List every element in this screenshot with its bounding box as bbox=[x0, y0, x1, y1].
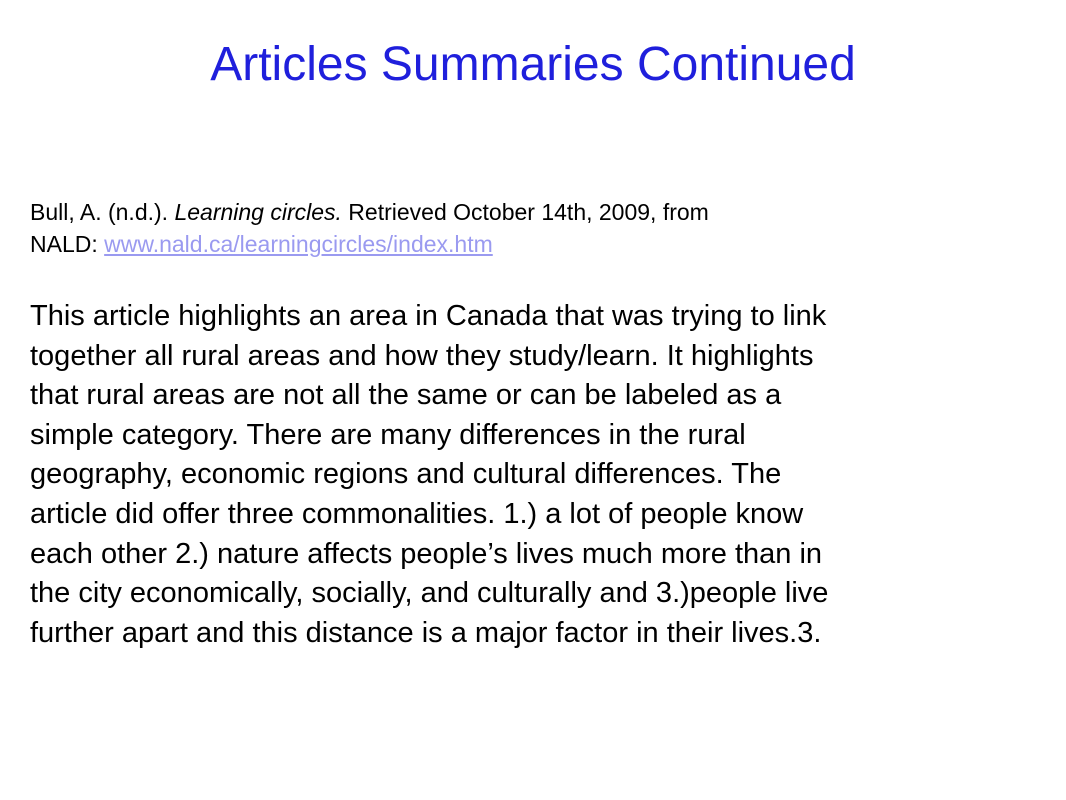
citation-source-prefix: NALD: bbox=[30, 231, 105, 257]
summary-line: further apart and this distance is a major factor in their lives.3. bbox=[30, 616, 822, 649]
citation bbox=[30, 196, 1040, 260]
summary-line: geography, economic regions and cultural differences. The bbox=[30, 458, 782, 491]
slide-title: Articles Summaries Continued bbox=[210, 38, 856, 91]
summary-paragraph bbox=[30, 297, 1040, 653]
citation-link[interactable]: www.nald.ca/learningcircles/index.htm bbox=[104, 231, 493, 257]
citation-work-title: Learning circles. bbox=[174, 199, 342, 225]
summary-line: each other 2.) nature affects people’s lives much more than in bbox=[30, 537, 823, 570]
summary-line: This article highlights an area in Canada that was trying to link bbox=[30, 300, 827, 332]
citation-retrieved: Retrieved October 14th, 2009, from bbox=[341, 199, 709, 225]
citation-line-2 bbox=[30, 228, 1040, 260]
citation-author-date: Bull, A. (n.d.). bbox=[30, 199, 175, 225]
citation-line-1 bbox=[30, 196, 1040, 228]
summary-line: simple category. There are many differences in the rural bbox=[30, 418, 746, 451]
summary-line: article did offer three commonalities. 1.) a lot of people know bbox=[30, 497, 804, 530]
summary-line: together all rural areas and how they study/learn. It highlights bbox=[30, 339, 814, 372]
summary-line: the city economically, socially, and culturally and 3.)people live bbox=[30, 577, 829, 610]
summary-line: that rural areas are not all the same or can be labeled as a bbox=[30, 379, 782, 412]
